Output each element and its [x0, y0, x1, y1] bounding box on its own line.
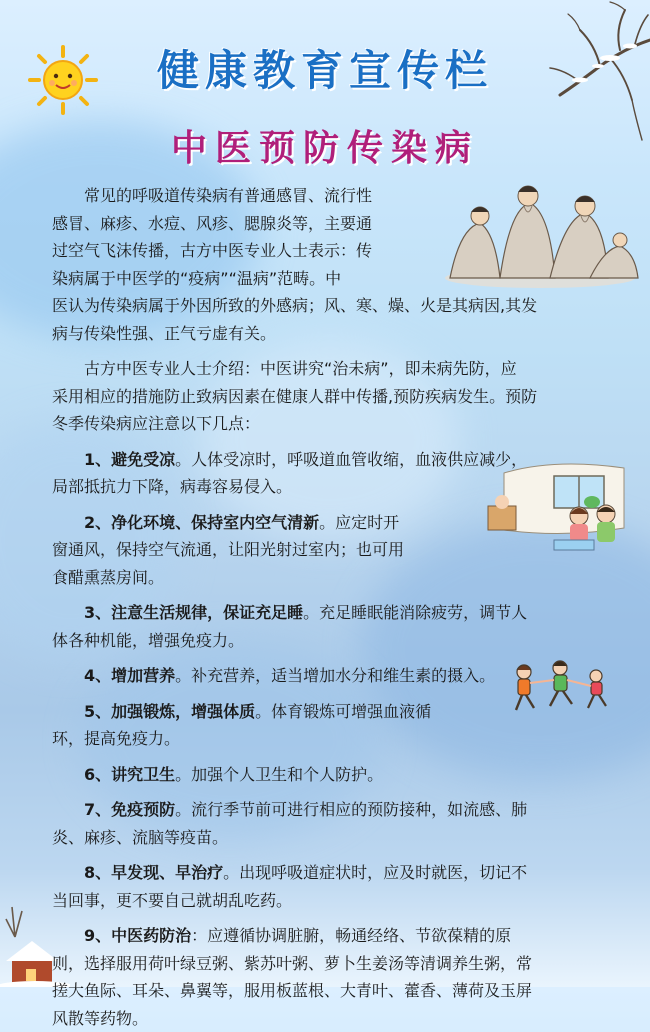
tip-item: [52, 446, 537, 501]
tip-text: 。应定时开: [319, 513, 399, 532]
tip-heading: 1、避免受凉: [52, 450, 175, 469]
tip-heading: 8、早发现、早治疗: [52, 863, 223, 882]
tip-text: 当回事，更不要自己就胡乱吃药。: [52, 887, 537, 915]
article-body: [52, 182, 537, 1032]
tip-heading: 9、中医药防治: [52, 926, 191, 945]
page-title: 健康教育宣传栏: [0, 38, 650, 98]
tip-item: [52, 662, 537, 690]
tip-item: [52, 509, 537, 592]
intro-paragraph: [52, 182, 537, 347]
page-subtitle: 中医预防传染病: [0, 120, 650, 171]
method-paragraph: [52, 355, 537, 438]
text-line: 常见的呼吸道传染病有普通感冒、流行性: [52, 182, 537, 210]
tip-text: 。充足睡眠能消除疲劳，调节人: [303, 603, 527, 622]
tip-item: [52, 599, 537, 654]
tip-text: 窗通风，保持空气流通，让阳光射过室内；也可用: [52, 536, 537, 564]
tip-text: 。补充营养，适当增加水分和维生素的摄入。: [175, 666, 495, 685]
tip-text: 炎、麻疹、流脑等疫苗。: [52, 824, 537, 852]
tip-text: 食醋熏蒸房间。: [52, 564, 537, 592]
text-line: 医认为传染病属于外因所致的外感病；风、寒、燥、火是其病因,其发: [52, 292, 537, 320]
text-line: 病与传染性强、正气亏虚有关。: [52, 320, 537, 348]
tip-item: [52, 922, 537, 1032]
tip-text: 。人体受凉时，呼吸道血管收缩，血液供应减少，: [175, 450, 527, 469]
tip-text: 。流行季节前可进行相应的预防接种，如流感、肺: [175, 800, 527, 819]
tip-text: 。加强个人卫生和个人防护。: [175, 765, 383, 784]
tip-heading: 4、增加营养: [52, 666, 175, 685]
tip-item: [52, 796, 537, 851]
tip-text: 局部抵抗力下降，病毒容易侵入。: [52, 473, 537, 501]
tip-heading: 3、注意生活规律，保证充足睡: [52, 603, 303, 622]
tip-text: 则，选择服用荷叶绿豆粥、紫苏叶粥、萝卜生姜汤等清调养生粥，常: [52, 950, 537, 978]
tip-text: 环，提高免疫力。: [52, 725, 537, 753]
text-line: 古方中医专业人士介绍：中医讲究“治未病”，即未病先防，应: [52, 355, 537, 383]
text-line: 染病属于中医学的“疫病”“温病”范畴。中: [52, 265, 537, 293]
text-line: 感冒、麻疹、水痘、风疹、腮腺炎等，主要通: [52, 210, 537, 238]
tip-text: 体各种机能，增强免疫力。: [52, 627, 537, 655]
tip-text: ：应遵循协调脏腑，畅通经络、节欲葆精的原: [191, 926, 511, 945]
tip-heading: 6、讲究卫生: [52, 765, 175, 784]
tip-item: [52, 761, 537, 789]
tip-item: [52, 859, 537, 914]
tip-heading: 5、加强锻炼，增强体质: [52, 702, 255, 721]
tip-text: 。体育锻炼可增强血液循: [255, 702, 431, 721]
tip-item: [52, 698, 537, 753]
tip-heading: 2、净化环境、保持室内空气清新: [52, 513, 319, 532]
tip-heading: 7、免疫预防: [52, 800, 175, 819]
tip-text: 搓大鱼际、耳朵、鼻翼等，服用板蓝根、大青叶、藿香、薄荷及玉屏: [52, 977, 537, 1005]
text-line: 过空气飞沫传播，古方中医专业人士表示：传: [52, 237, 537, 265]
text-line: 冬季传染病应注意以下几点：: [52, 410, 537, 438]
tip-text: 风散等药物。: [52, 1005, 537, 1032]
tip-text: 。出现呼吸道症状时，应及时就医，切记不: [223, 863, 527, 882]
text-line: 采用相应的措施防止致病因素在健康人群中传播,预防疾病发生。预防: [52, 383, 537, 411]
